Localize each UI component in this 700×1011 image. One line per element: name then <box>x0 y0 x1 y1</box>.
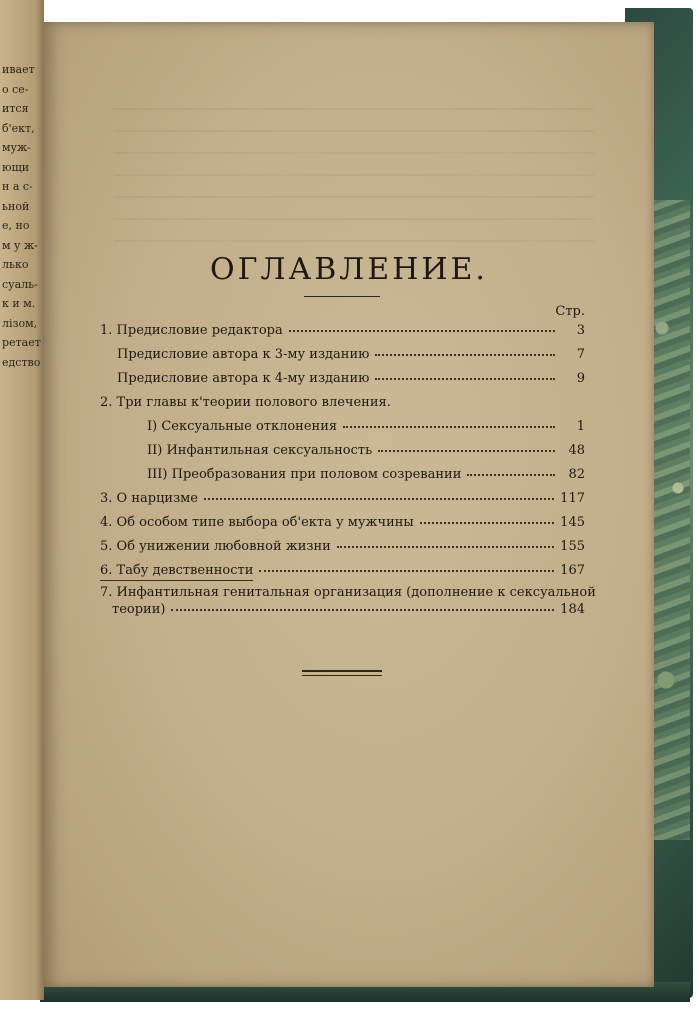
leader-dots <box>378 440 555 452</box>
toc-entry <box>147 418 585 435</box>
toc-entry <box>117 370 585 387</box>
toc-entry-label-cont: теории) <box>112 602 166 617</box>
toc-entry-label: 4. Об особом типе выбора об'екта у мужчины <box>100 515 414 530</box>
page-column-label: Стр. <box>555 304 585 319</box>
toc-entry <box>100 584 596 618</box>
toc-entry-label: 3. О нарцизме <box>100 491 198 506</box>
toc-entry-page: 9 <box>576 371 585 386</box>
leader-dots <box>467 464 555 476</box>
leader-dots <box>171 599 554 611</box>
toc-entry <box>100 490 585 507</box>
left-page-edge <box>0 0 44 1000</box>
show-through-text <box>114 92 594 242</box>
toc-entry-page: 145 <box>560 515 585 530</box>
page-title: ОГЛАВЛЕНИЕ. <box>210 252 488 287</box>
toc-entry-page: 167 <box>560 563 585 578</box>
marbled-endpaper <box>650 200 690 840</box>
title-rule <box>304 296 380 297</box>
book-page <box>44 22 654 987</box>
leader-dots <box>375 368 555 380</box>
toc-entry-page: 155 <box>560 539 585 554</box>
toc-entry-label: III) Преобразования при половом созревании <box>147 467 462 482</box>
toc-entry <box>100 538 585 555</box>
toc-entry-label: Предисловие автора к 4-му изданию <box>117 371 370 386</box>
leader-dots <box>289 320 555 332</box>
toc-entry-page: 184 <box>560 602 585 617</box>
toc-entry-page: 1 <box>576 419 585 434</box>
toc-entry-label: 1. Предисловие редактора <box>100 323 283 338</box>
toc-entry-continuation <box>100 601 585 618</box>
toc-entry <box>147 442 585 459</box>
toc-entry-label: 5. Об унижении любовной жизни <box>100 539 331 554</box>
toc-entry <box>117 346 585 363</box>
toc-entry-label: 7. Инфантильная генитальная организация (дополнение к сексуальной <box>100 585 596 600</box>
toc-entry-label: I) Сексуальные отклонения <box>147 419 338 434</box>
leader-dots <box>375 344 555 356</box>
toc-entry-page: 48 <box>568 443 585 458</box>
toc-entry-page: 82 <box>568 467 585 482</box>
toc-entry-page: 7 <box>576 347 585 362</box>
toc-entry-label: 2. Три главы к'теории полового влечения. <box>100 395 391 410</box>
toc-entry <box>100 562 585 581</box>
end-rule <box>302 670 382 672</box>
toc-entry-label: II) Инфантильная сексуальность <box>147 443 373 458</box>
end-rule <box>302 675 382 676</box>
toc-section-heading <box>100 394 585 411</box>
leader-dots <box>420 512 554 524</box>
toc-entry-page: 117 <box>560 491 585 506</box>
leader-dots <box>337 536 554 548</box>
toc-entry-label: Предисловие автора к 3-му изданию <box>117 347 370 362</box>
toc-entry <box>147 466 585 483</box>
left-page-text: ивает о се- ится б'ект, муж- ющи н а с- ьной е, но м у ж- лько суаль- к и м. лiзом, ретает едство <box>2 63 41 369</box>
leader-dots <box>259 560 554 572</box>
leader-dots <box>343 416 555 428</box>
toc-entry <box>100 322 585 339</box>
leader-dots <box>204 488 554 500</box>
toc-entry-page: 3 <box>576 323 585 338</box>
toc-entry <box>100 514 585 531</box>
toc-entry-label: 6. Табу девственности <box>100 562 253 581</box>
